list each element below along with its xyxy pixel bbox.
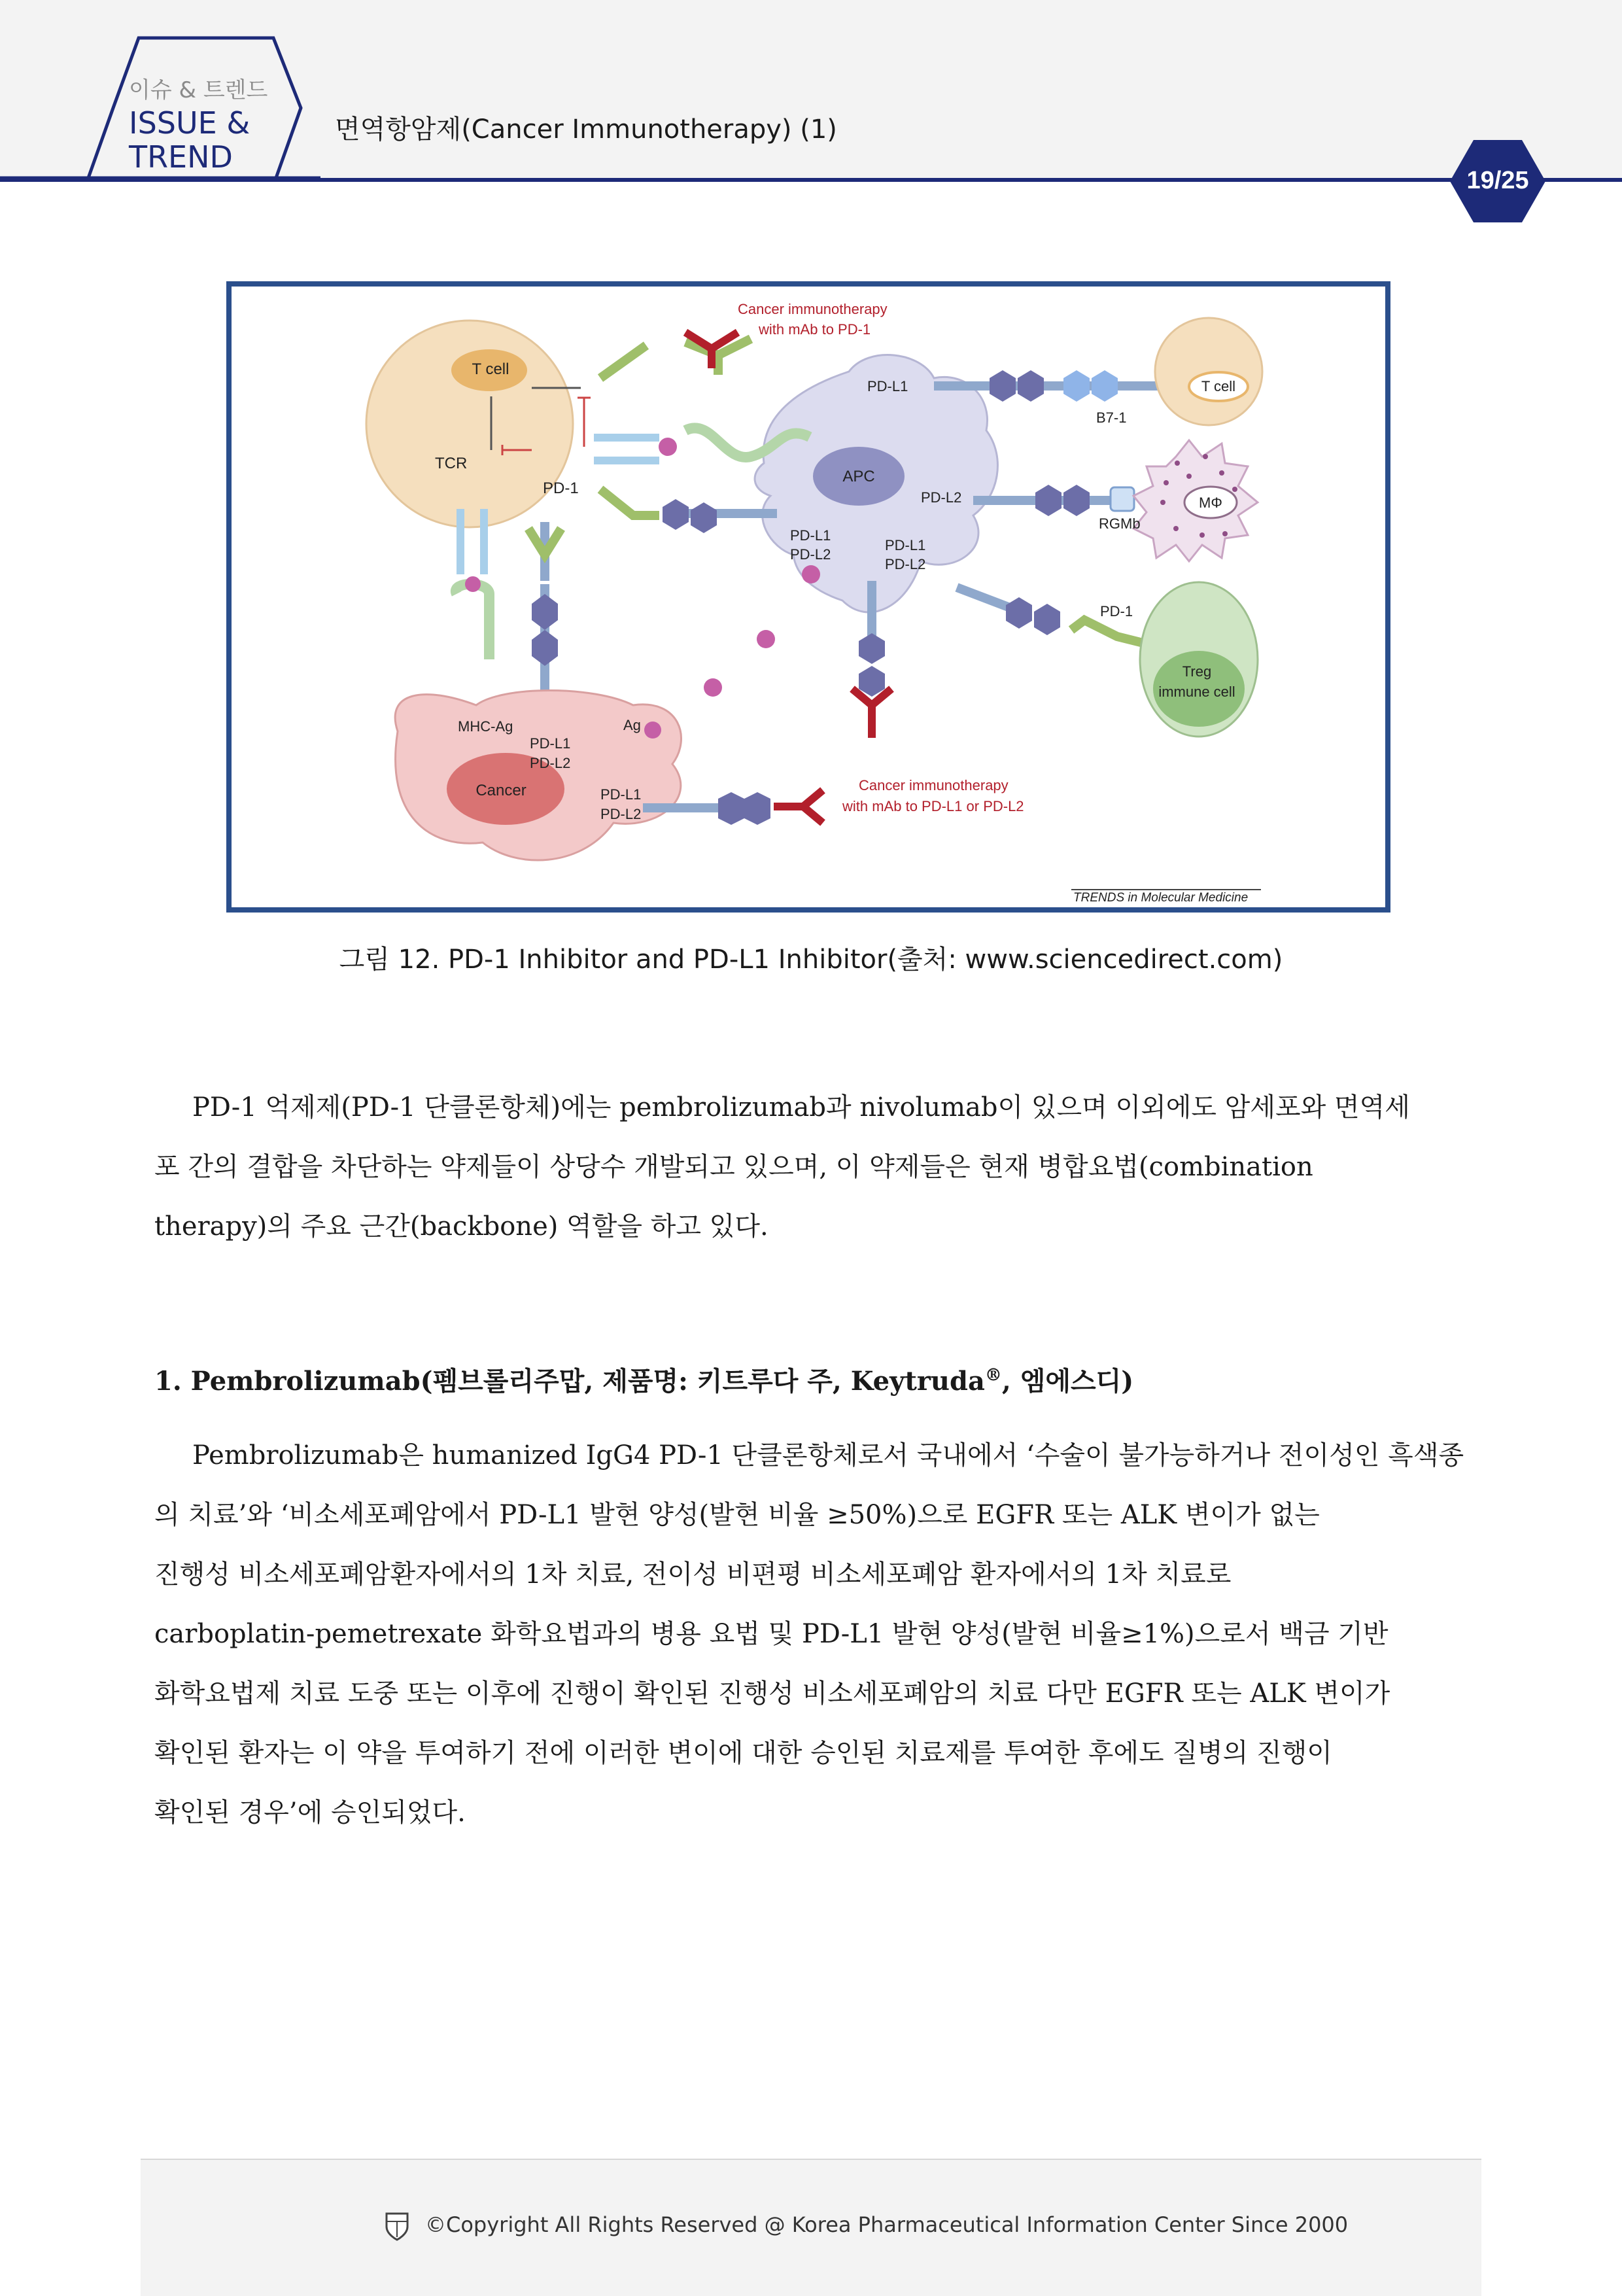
t-cell-right-body: [1155, 318, 1262, 425]
logo-english-text: [129, 106, 250, 174]
label-rgmb: RGMb: [1099, 515, 1141, 532]
page-title: 면역항암제(Cancer Immunotherapy) (1): [335, 114, 837, 145]
para1-line: 포 간의 결합을 차단하는 약제들이 상당수 개발되고 있으며, 이 약제들은 현재 병합요법(combination: [154, 1152, 1313, 1182]
para2-line: carboplatin-pemetrexate 화학요법과의 병용 요법 및 PD-L1 발현 양성(발현 비율≥1%)으로서 백금 기반: [154, 1619, 1389, 1649]
label-mab-pd1-1: Cancer immunotherapy: [738, 301, 888, 317]
heading-main: 1. Pembrolizumab(펨브롤리주맙, 제품명: 키트루다 주, Keytruda: [154, 1366, 985, 1397]
para2-line: 화학요법제 치료 도중 또는 이후에 진행이 확인된 진행성 비소세포폐암의 치료 다만 EGFR 또는 ALK 변이가: [154, 1679, 1390, 1709]
label-cancer: Cancer: [475, 782, 526, 799]
label-pd1-main: PD-1: [543, 479, 579, 497]
label-cancer-pdl1-b: PD-L1: [600, 786, 642, 803]
figure-caption: 그림 12. PD-1 Inhibitor and PD-L1 Inhibitor(출처: www.sciencedirect.com): [339, 945, 1283, 975]
page-number: 19/25: [1466, 167, 1529, 194]
label-cancer-pdl2-b: PD-L2: [600, 806, 642, 822]
t-cell-main-body: [366, 321, 573, 527]
label-pd1-treg: PD-1: [1100, 603, 1133, 619]
label-source: TRENDS in Molecular Medicine: [1073, 891, 1249, 905]
label-ag: Ag: [623, 717, 641, 733]
paragraph-pd1-inhibitors: [154, 1078, 1469, 1257]
label-mab-pdl-2: with mAb to PD-L1 or PD-L2: [842, 798, 1024, 814]
label-t-cell-right: T cell: [1201, 378, 1236, 394]
figure-frame: [226, 281, 1390, 913]
para2-line: Pembrolizumab은 humanized IgG4 PD-1 단클론항체로서 국내에서 ‘수술이 불가능하거나 전이성인 흑색종: [192, 1440, 1464, 1470]
label-cancer-pdl1-a: PD-L1: [530, 735, 571, 752]
label-apc: APC: [842, 468, 875, 485]
label-treg-2: immune cell: [1158, 684, 1235, 700]
para2-line: 확인된 경우’에 승인되었다.: [154, 1798, 466, 1828]
registered-mark: ®: [984, 1365, 1002, 1385]
label-apc-pdl1-center: PD-L1: [885, 537, 926, 553]
label-apc-pdl2-left: PD-L2: [790, 546, 831, 563]
label-cancer-pdl2-a: PD-L2: [530, 755, 571, 771]
para2-line: 진행성 비소세포폐암환자에서의 1차 치료, 전이성 비편평 비소세포폐암 환자에서의 1차 치료로: [154, 1559, 1232, 1590]
para2-line: 확인된 환자는 이 약을 투여하기 전에 이러한 변이에 대한 승인된 치료제를 투여한 후에도 질병의 진행이: [154, 1738, 1332, 1768]
label-apc-pdl2-right: PD-L2: [921, 489, 962, 506]
label-tcr: TCR: [435, 455, 468, 472]
logo-line-2: TREND: [129, 139, 233, 175]
paragraph-pembrolizumab: [154, 1426, 1469, 1843]
label-apc-pdl2-center: PD-L2: [885, 556, 926, 572]
logo-korean-text: 이슈 & 트렌드: [129, 77, 268, 103]
label-treg-1: Treg: [1182, 663, 1212, 680]
kpic-emblem-icon: [384, 2211, 410, 2241]
para1-line: therapy)의 주요 근간(backbone) 역할을 하고 있다.: [154, 1211, 768, 1242]
footer-copyright: ©Copyright All Rights Reserved @ Korea Pharmaceutical Information Center Since 2000: [425, 2212, 1349, 2237]
logo-line-1: ISSUE &: [129, 105, 250, 141]
section-heading-pembrolizumab: [154, 1361, 1133, 1398]
label-mab-pd1-2: with mAb to PD-1: [759, 321, 871, 338]
header-divider: [0, 178, 1622, 182]
para2-line: 의 치료’와 ‘비소세포폐암에서 PD-L1 발현 양성(발현 비율 ≥50%)으로 EGFR 또는 ALK 변이가 없는: [154, 1500, 1320, 1530]
pd1-pathway-diagram: [232, 287, 1385, 907]
label-t-cell-main: T cell: [472, 360, 509, 378]
label-mphi: MΦ: [1199, 495, 1222, 511]
para1-line: PD-1 억제제(PD-1 단클론항체)에는 pembrolizumab과 nivolumab이 있으며 이외에도 암세포와 면역세: [192, 1092, 1410, 1122]
heading-tail: , 엠에스디): [1001, 1366, 1134, 1397]
label-apc-pdl1-left: PD-L1: [790, 527, 831, 544]
label-mab-pdl-1: Cancer immunotherapy: [859, 777, 1009, 793]
label-b71: B7-1: [1096, 409, 1127, 426]
label-mhc-ag: MHC-Ag: [458, 718, 513, 735]
label-apc-pdl1-top: PD-L1: [867, 378, 908, 394]
